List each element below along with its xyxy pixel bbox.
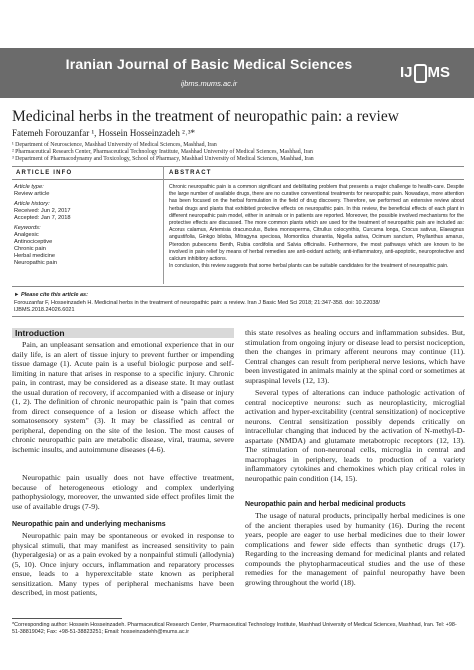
intro-paragraph-2: Neuropathic pain usually does not have effective treatment, because of heterogeneous etiology and complex underlying pathophysiology, moreover, the unwanted side effect profiles limit the use of available drugs (7-9). <box>12 473 234 511</box>
divider <box>12 316 464 317</box>
article-type-label: Article type: <box>14 184 44 190</box>
accepted-date: Accepted: Jan 7, 2018 <box>14 215 71 221</box>
divider <box>12 179 464 180</box>
article-info-header: ARTICLE INFO <box>16 170 73 176</box>
article-authors: Fatemeh Forouzanfar ¹, Hossein Hosseinzadeh ²˒³* <box>12 128 196 138</box>
keyword: Neuropathic pain <box>14 260 58 266</box>
right-paragraph-2: Several types of alterations can induce pathologic activation of central nociceptive neurons: such as neuroplasticity, microglial activation and hyper-excitability (central sensitization) of nociceptive neurons. Central sensitization possibly depends critically on intracellular changing that induced by the activation of N-methyl-D-aspartate (NMDA) and glutamate metabotropic receptors (12, 13). The stimulation of non-neuronal cells, microglia in central and macrophages in periphery, leads to production of a variety inflammatory cytokines and chemokines which play critical roles in neuropathic pain condition (14, 15). <box>245 388 465 483</box>
introduction-heading: Introduction <box>15 328 65 338</box>
affiliation-3: ³ Department of Pharmacodynamy and Toxicology, School of Pharmacy, Mashhad University of Medical Sciences, Mashhad, Iran <box>12 156 314 162</box>
logo-b-icon <box>414 64 427 83</box>
affiliation-2: ² Pharmaceutical Research Center, Pharmaceutical Technology Institute, Mashhad University of Medical Sciences, Mashhad, Iran <box>12 149 313 155</box>
abstract-body <box>169 184 464 270</box>
journal-banner <box>0 48 474 98</box>
keyword: Antinociceptive <box>14 239 53 245</box>
received-date: Received: Jun 2, 2017 <box>14 208 71 214</box>
affiliation-1: ¹ Department of Neuroscience, Mashhad University of Medical Sciences, Mashhad, Iran <box>12 142 217 148</box>
keyword: Chronic pain <box>14 246 46 252</box>
divider <box>12 166 464 167</box>
journal-title: Iranian Journal of Basic Medical Sciences <box>65 56 353 72</box>
abstract-text: Chronic neuropathic pain is a common significant and debilitating problem that presents a major challenge to health-care. Despite the large number of available drugs, there are no curative conventional treatments for neuropathic pain. Nowadays, more attention has been focused on the herbal formulation in the field of drug discovery. Therefore, we performed an extensive review about herbal drugs and plants that exhibited protective effects on neuropathic pain. In this review, the beneficial effects of each plant in different neuropathic pain model, either in animals or in patients are reported. Moreover, the possible involved mechanisms for the protective effects are discussed. The more common plants which are used for the treatment of neuropathic pain are included as: Acorus calamus, Artemisia dracunculus, Butea monosperma, Citrullus colocynthis, Curcuma longa, Crocus sativus, Elaeagnus angustifolia, Ginkgo biloba, Mitragyna speciosa, Momordica charantia, Nigella sativa, Ocimum sanctum, Phyllanthus amarus, Pterodon pubescens Benth, Rubia cordifolia and Salvia officinalis. Furthermore, the most pathways which are known to be involved in pain relief by means of herbal remedies are anti-oxidant activity, anti-inflammatory, anti-apoptotic, neuroprotective and calcium inhibitory actions. <box>169 184 464 263</box>
logo-text-right: MS <box>427 64 451 81</box>
footnote-rule <box>12 618 122 619</box>
keyword: Analgesic <box>14 232 39 238</box>
citation-text: Forouzanfar F, Hosseinzadeh H. Medicinal herbs in the treatment of neuropathic pain: a review. Iran J Basic Med Sci 2018; 21:347-358. doi: 10.22038/ <box>14 300 380 306</box>
keyword: Herbal medicine <box>14 253 56 259</box>
journal-url[interactable]: ijbms.mums.ac.ir <box>180 79 238 88</box>
column-divider <box>163 166 164 284</box>
subheading-mechanisms: Neuropathic pain and underlying mechanisms <box>12 521 166 528</box>
citation-label: ► Please cite this article as: <box>14 292 88 298</box>
divider <box>12 286 464 287</box>
subheading-herbal: Neuropathic pain and herbal medicinal products <box>245 501 406 508</box>
article-title: Medicinal herbs in the treatment of neuropathic pain: a review <box>12 108 399 125</box>
introduction-heading-bar <box>12 328 234 338</box>
keywords-label: Keywords: <box>14 225 41 231</box>
intro-paragraph-1: Pain, an unpleasant sensation and emotional experience that in our daily life, is an alert of tissue injury to prevent further or impending tissue damage (1). Acute pain is a useful biologic purpose and self-limiting in nature that arises in response to a specific injury. Chronic pain, in contrast, may be considered as a disease state. It may outlast the usual duration of recovery, if accompanied with a disease or injury (1, 2). The definition of chronic neuropathic pain is "pain that comes from direct consequence of a lesion or disease which affect the somatosensory system" (3). It may be classified as central or peripheral, depending on the site of the lesion. The most causes of chronic neuropathic pain are metabolic disease, viral, trauma, severe ischemic insults, and autoimmune diseases (4-6). <box>12 340 234 454</box>
mechanisms-paragraph: Neuropathic pain may be spontaneous or evoked in response to physical stimuli, that may manifest as increased sensitivity to pain (hyperalgesia) or as a pain evoked by a nonpainful stimuli (allodynia) (5, 10). Once injury occurs, inflammation and reparatory processes ensue, leads to a hyperexcitable state known as peripheral sensitization. Many types of peripheral mechanisms have been described, in most patients, <box>12 531 234 597</box>
journal-logo <box>400 54 472 92</box>
article-type-value: Review article <box>14 191 50 197</box>
herbal-paragraph: The usage of natural products, principally herbal medicines is one of the ancient therapies used by humanity (16). During the recent years, people are eager to use herbal medicines due to their lower complications and fewer side effects than synthetic drugs (17). Regarding to the increasing demand for medicinal plants and related compounds the phytopharmaceutical studies and the use of these remedies for the management of painful neuropathy have been growing throughout the world (18). <box>245 511 465 587</box>
abstract-conclusion: In conclusion, this review suggests that some herbal plants can be suitable candidates for the treatment of neuropathic pain. <box>169 263 449 270</box>
abstract-header: ABSTRACT <box>169 170 212 176</box>
citation-doi[interactable]: IJBMS.2018.24026.6021 <box>14 307 75 313</box>
article-history-label: Article history: <box>14 201 50 207</box>
logo-text-left: IJ <box>400 64 413 81</box>
corresponding-author-footnote: *Corresponding author: Hossein Hosseinzadeh. Pharmaceutical Research Center, Pharmaceutical Technology Institute, Mashhad University of Medical Sciences, Mashhad, Iran. Tel: +98-51-38819042; Fax: +98-51-38823251; Email: hosseinzadehh@mums.ac.ir <box>12 622 457 635</box>
right-paragraph-1: this state resolves as healing occurs and inflammation subsides. But, stimulation from ongoing injury or disease lead to persist nociception, then the changes in primary afferent neurons may continue (11). Central changes can result from peripheral nerve lesions, which have been investigated in animals mainly at the spinal cord or sometimes at supraspinal levels (12, 13). <box>245 328 465 385</box>
